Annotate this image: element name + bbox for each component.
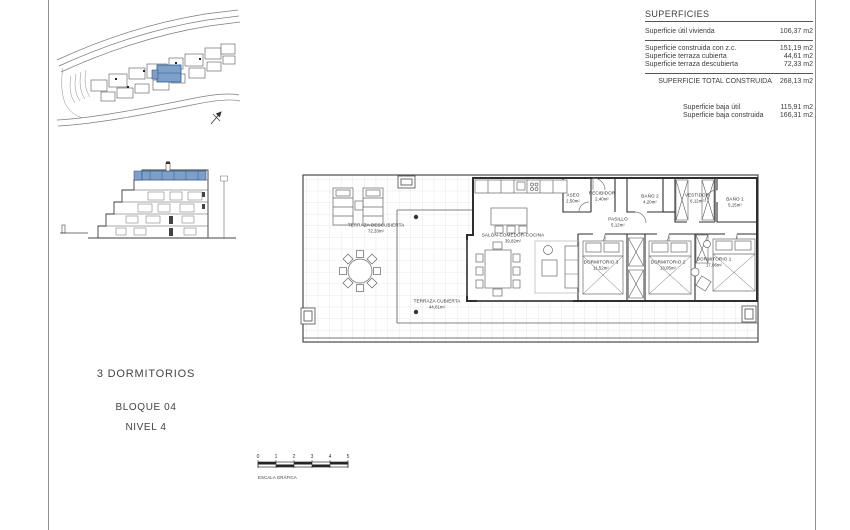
room-label-recibidor (589, 191, 615, 202)
scale-tick: 1 (274, 454, 278, 460)
superficies-table (645, 10, 813, 120)
row-label: Superficie baja construida (683, 112, 764, 119)
row-label: Superficie útil vivienda (645, 28, 715, 35)
room-name: TERRAZA DESCUBIERTA (347, 222, 405, 228)
room-name: BAÑO 2 (641, 193, 659, 199)
row-value: 44,61 m2 (783, 53, 813, 60)
room-name: DORMITORIO 2 (650, 259, 686, 265)
table-row (645, 53, 813, 61)
table-row (645, 45, 813, 53)
room-label-dormitorio-3 (584, 260, 619, 271)
scale-bar-label: ESCALA GRÁFICA (258, 475, 297, 480)
room-area: 11,52m² (593, 265, 609, 271)
room-label-dormitorio-2 (651, 260, 686, 271)
table-row (645, 112, 813, 120)
room-label-terraza-descubierta (348, 223, 405, 234)
row-value: 268,13 m2 (779, 78, 813, 85)
row-label: SUPERFICIE TOTAL CONSTRUIDA (658, 78, 772, 85)
terrace-dining-set (340, 251, 381, 292)
scale-tick: 5 (346, 454, 350, 460)
table-row (645, 28, 813, 40)
sheet-left-border (48, 0, 49, 530)
room-area: 2,40m² (595, 196, 609, 202)
highlighted-level (134, 171, 206, 180)
graphic-scale-bar (250, 448, 370, 490)
room-area: 5,12m² (611, 222, 625, 228)
terrace-column (414, 215, 418, 219)
site-plan-drawing (55, 8, 240, 138)
room-label-bano-2 (641, 194, 658, 205)
row-label: Superficie construida con z.c. (645, 45, 737, 52)
scale-tick: 2 (292, 454, 296, 460)
row-value: 151,19 m2 (779, 45, 813, 52)
room-area: 4,20m² (643, 199, 657, 205)
row-value: 115,91 m2 (780, 104, 813, 111)
room-label-aseo (566, 193, 580, 204)
row-label: Superficie baja útil (683, 104, 741, 111)
room-name: SALÓN-COMEDOR-COCINA (481, 232, 545, 238)
unit-block-label: BLOQUE 04 (115, 402, 177, 413)
room-area: 2,50m² (566, 198, 580, 204)
room-label-bano-1 (726, 197, 743, 208)
row-label: Superficie terraza descubierta (645, 61, 738, 68)
room-name: VESTIDOR (684, 192, 710, 198)
room-area: 13,05m² (659, 265, 677, 271)
superficies-title: SUPERFICIES (645, 10, 813, 22)
table-row (645, 104, 813, 112)
room-area: 5,15m² (728, 202, 742, 208)
sheet-right-border (815, 0, 816, 530)
row-value: 166,31 m2 (779, 112, 813, 119)
room-area: 17,06m² (705, 262, 723, 268)
room-area: 6,12m² (690, 198, 704, 204)
room-name: PASILLO (608, 216, 628, 222)
table-row (645, 61, 813, 73)
row-value: 106,37 m2 (779, 28, 813, 35)
room-label-terraza-cubierta (414, 299, 461, 310)
scale-tick: 4 (328, 454, 332, 460)
north-arrow-icon (211, 112, 221, 124)
room-name: ASEO (566, 192, 580, 198)
room-area: 39,82m² (504, 238, 522, 244)
room-label-pasillo (608, 217, 628, 228)
terrace-column (414, 310, 418, 314)
unit-level-label: NIVEL 4 (125, 422, 167, 433)
row-value: 72,33 m2 (783, 61, 813, 68)
room-name: TERRAZA CUBIERTA (413, 298, 461, 304)
total-row (645, 78, 813, 86)
room-name: DORMITORIO 1 (696, 256, 732, 262)
row-label: Superficie terraza cubierta (645, 53, 727, 60)
room-name: DORMITORIO 3 (583, 259, 619, 265)
room-area: 44,61m² (428, 304, 446, 310)
room-name: RECIBIDOR (588, 190, 616, 196)
scale-tick: 0 (256, 454, 260, 460)
unit-type-label: 3 DORMITORIOS (96, 368, 196, 380)
room-label-dormitorio-1 (697, 257, 732, 268)
room-area: 72,33m² (367, 228, 385, 234)
room-name: BAÑO 1 (726, 196, 744, 202)
room-label-vestidor (685, 193, 709, 204)
room-label-salon (482, 233, 545, 244)
building-section-drawing (58, 140, 243, 290)
scale-tick: 3 (310, 454, 314, 460)
